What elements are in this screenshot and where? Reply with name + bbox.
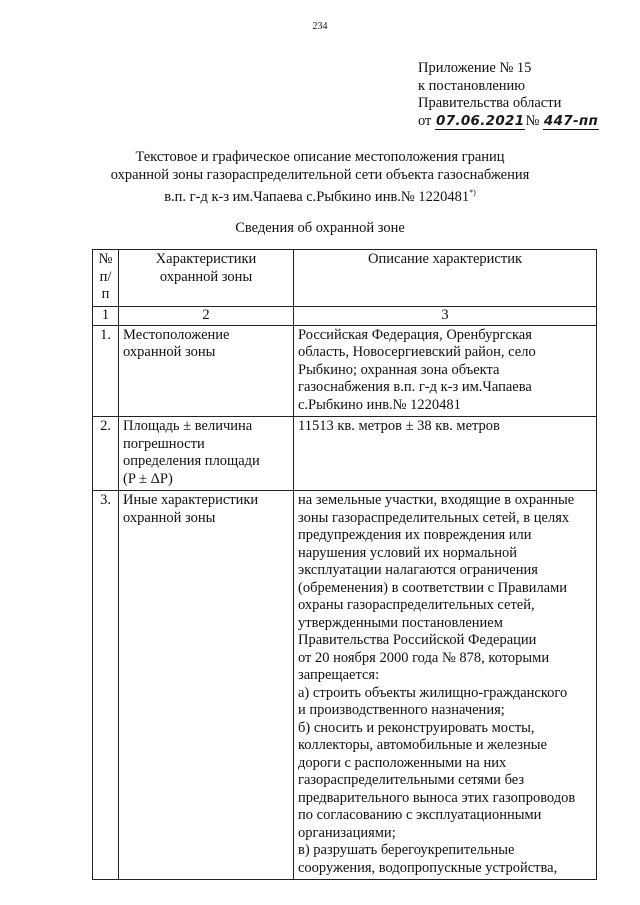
table-header-row: [93, 250, 597, 307]
footnote-mark: *): [469, 188, 476, 197]
row-characteristic: Иные характеристики охранной зоны: [119, 491, 294, 880]
header-number: № п/п: [93, 250, 119, 307]
table-row: [93, 325, 597, 417]
handwritten-date: 07.06.2021: [436, 112, 525, 129]
row-number: 2.: [93, 417, 119, 491]
title-line-1: Текстовое и графическое описание местоположения границ: [135, 149, 505, 165]
title-line-3: [0, 184, 640, 206]
row-characteristic: Местоположение охранной зоны: [119, 325, 294, 417]
appendix-date-line: [418, 113, 599, 131]
protection-zone-table: [92, 249, 597, 880]
column-number-1: 1: [93, 306, 119, 325]
appendix-block: [418, 60, 599, 130]
appendix-authority: Правительства области: [418, 95, 562, 111]
row-description: 11513 кв. метров ± 38 кв. метров: [294, 417, 597, 491]
title-object: в.п. г-д к-з им.Чапаева с.Рыбкино инв.№ 1220481: [164, 188, 470, 205]
column-number-row: [93, 306, 597, 325]
row-number: 1.: [93, 325, 119, 417]
table-row: [93, 417, 597, 491]
number-prefix: №: [525, 112, 540, 129]
date-prefix: от: [418, 112, 432, 129]
section-subtitle: Сведения об охранной зоне: [235, 220, 405, 236]
header-characteristic: Характеристики охранной зоны: [119, 250, 294, 307]
page-number: 234: [312, 21, 328, 32]
appendix-reference: к постановлению: [418, 77, 526, 94]
header-description: Описание характеристик: [294, 250, 597, 307]
row-characteristic: Площадь ± величина погрешности определения площади (P ± ΔP): [119, 417, 294, 491]
appendix-title: Приложение № 15: [418, 60, 532, 76]
handwritten-number: 447-пп: [543, 112, 599, 129]
row-number: 3.: [93, 491, 119, 880]
document-title: [0, 149, 640, 206]
row-description: на земельные участки, входящие в охранные зоны газораспределительных сетей, в целях предупреждения их повреждения или нарушения условий их нормальной эксплуатации налагаются ограничения (обременения) в соответствии с Правилами охраны газораспределительных сетей, утвержденными постановлением Правительства Российской Федерации от 20 ноября 2000 года № 878, которыми запрещается: а) строить объекты жилищно-гражданского и производственного назначения; б) сносить и реконструировать мосты, коллекторы, автомобильные и железные дороги с расположенными на них газораспределительными сетями без предварительного выноса этих газопроводов по согласованию с эксплуатационными организациями; в) разрушать берегоукрепительные сооружения, водопропускные устройства,: [294, 491, 597, 880]
column-number-3: 3: [294, 306, 597, 325]
column-number-2: 2: [119, 306, 294, 325]
row-description: Российская Федерация, Оренбургская область, Новосергиевский район, село Рыбкино; охранная зона объекта газоснабжения в.п. г-д к-з им.Чапаева с.Рыбкино инв.№ 1220481: [294, 325, 597, 417]
title-line-2: охранной зоны газораспределительной сети объекта газоснабжения: [110, 166, 530, 183]
table-row: [93, 491, 597, 880]
